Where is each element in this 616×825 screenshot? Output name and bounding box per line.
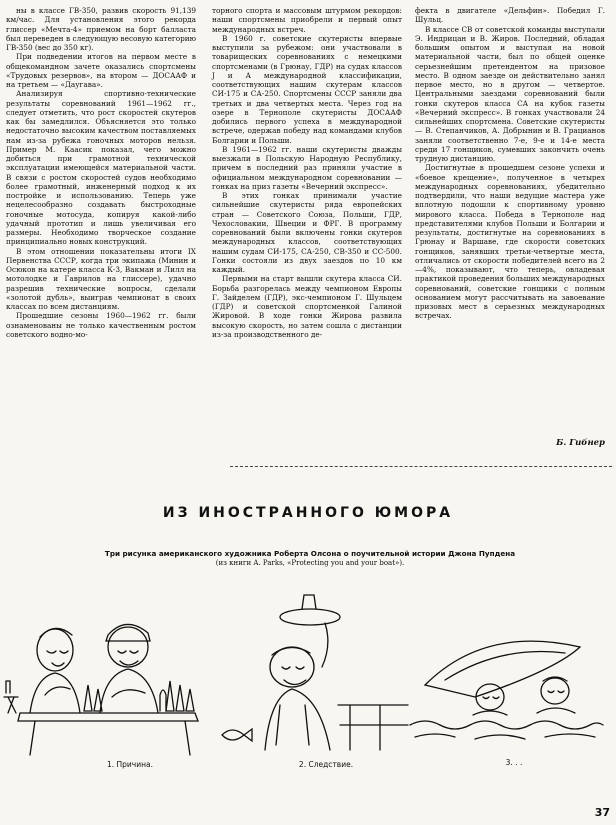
cartoon-intro: Три рисунка американского художника Роберта Олсона о поучительной истории Джона Пупдена — [104, 549, 516, 558]
cartoon-caption-2: 2. Следствие. — [298, 760, 354, 769]
page-number: 37 — [594, 806, 610, 819]
cartoon-outcome-illustration — [405, 585, 605, 760]
cartoon-caption-3: 3. . . — [505, 758, 523, 767]
author-signature: Б. Гибнер — [556, 438, 605, 448]
article-column-1 — [6, 6, 196, 339]
section-divider — [230, 466, 612, 467]
paragraph: В классе СВ от советской команды выступали Э. Индрицан и В. Жиров. Последний, обладая большим опытом и выступая на новой материальной части, был по общей оценке серьезнейшим претендентом на призовое место. В одном заезде он действительно занял первое место, но в другом — четвертое. Центральными заездами соревнований были гонки скутеров класса СА на кубок газеты «Вечерний экспресс». В гонках участвовали 24 сильнейших спортсмена. Советские скутеристы — В. Степанчиков, А. Добрынин и В. Грацианов заняли соответственно 7-е, 9-е и 14-е места среди 17 гонщиков, сумевших закончить очень трудную дистанцию. — [415, 24, 605, 163]
cartoon-consequence-illustration — [210, 585, 410, 760]
paragraph: фекта в двигателе «Дельфин». Победил Г. Шульц. — [415, 6, 605, 25]
paragraph: ны в классе ГВ-350, развив скорость 91,139 км/час. Для установления этого рекорда глиссер «Мечта-4» приемом на борт балласта был переведен в следующую весовую категорию ГВ-350 (вес до 350 кг). — [6, 6, 196, 52]
paragraph: Первыми на старт вышли скутера класса СИ. Борьба разгорелась между чемпионом Европы Г. Зайделем (ГДР), экс-чемпионом Г. Шульцем (ГДР) и советской спортсменкой Галиной Жировой. В ходе гонки Жирова развила высокую скорость, но затем сошла с дистанции из-за производственного де- — [212, 274, 402, 339]
paragraph: Прошедшие сезоны 1960—1962 гг. были ознаменованы не только качественным ростом советского водно-мо- — [6, 311, 196, 339]
paragraph: торного спорта и массовым штурмом рекордов: наши спортсмены приобрели и первый опыт международных встреч. — [212, 6, 402, 34]
paragraph: Анализируя спортивно-технические результаты соревнований 1961—1962 гг., следует отметить, что рост скоростей скутеров как бы замедлился. Объясняется это только недостаточно высоким качеством поставляемых нам из-за рубежа гоночных моторов нельзя. Пример М. Каасик показал, чего можно добиться при грамотной технической эксплуатации имеющейся материальной части. В связи с ростом скоростей судов необходимо более грамотный, инженерный подход к их постройке и использованию. Теперь уже нецелесообразно создавать быстроходные гоночные мотосуда, копируя какой-либо удачный прототип и лишь увеличивая его размеры. Необходимо творческое создание принципиально новых конструкций. — [6, 89, 196, 247]
article-column-3 — [415, 6, 605, 321]
paragraph: Достигнутые в прошедшем сезоне успехи и «боевое крещение», полученное в четырех международных соревнованиях, убедительно подтвердили, что наши ведущие мастера уже вплотную подошли к спортивному уровню мирового класса. Победа в Тернополе над представителями клубов Польши и Болгарии и результаты, достигнутые на соревнованиях в Грюнау и Варшаве, где скорости советских гонщиков, занявших третьи-четвертые места, отличались от скорости победителей всего на 2—4%, показывают, что теперь, овладевая практикой проведения больших международных соревнований, советские гонщики с полным основанием могут рассчитывать на завоевание призовых мест в серьезных международных встречах. — [415, 163, 605, 321]
paragraph: При подведении итогов на первом месте в общекомандном зачете оказались спортсмены «Трудовых резервов», на втором — ДОСААФ и на третьем — «Даугава». — [6, 52, 196, 89]
cartoon-source: (из книги A. Parks, «Protecting you and your boat»). — [215, 559, 405, 567]
cartoon-cause-illustration — [0, 585, 200, 760]
paragraph: В этом отношении показательны итоги IX Первенства СССР, когда три экипажа (Минин и Осюков на катере класса К-3, Вакман и Лилл на мотолодке и Гаврилов на глиссере), удачно разрешив технические вопросы, сделали «золотой дубль», выиграв чемпионат в своих классах по всем дистанциям. — [6, 246, 196, 311]
paragraph: В 1960 г. советские скутеристы впервые выступили за рубежом: они участвовали в товарищеских соревнованиях с немецкими спортсменами (в Грюнау, ГДР) на судах классов J и А международной классификации, соответствующих нашим скутерам классов СИ-175 и СА-250. Спортсмены СССР заняли два третьих и два четвертых места. Через год на озере в Тернополе скутеристы ДОСААФ добились первого успеха в международной встрече, одержав победу над командами клубов Болгарии и Польши. — [212, 33, 402, 145]
cartoon-caption-1: 1. Причина. — [106, 760, 153, 769]
article-column-2 — [212, 6, 402, 339]
section-title: ИЗ ИНОСТРАННОГО ЮМОРА — [162, 505, 454, 521]
paragraph: В 1961—1962 гг. наши скутеристы дважды выезжали в Польскую Народную Республику, причем в последний раз приняли участие в официальном международном соревновании — гонках на приз газеты «Вечерний экспресс». — [212, 144, 402, 191]
paragraph: В этих гонках принимали участие сильнейшие скутеристы ряда европейских стран — Советского Союза, Польши, ГДР, Чехословакии, Швеции и ФРГ. В программу соревнований были включены гонки скутеров международных классов, соответствующих нашим судам СИ-175, СА-250, СВ-350 и СС-500. Гонки состояли из двух заездов по 10 км каждый. — [212, 191, 402, 274]
